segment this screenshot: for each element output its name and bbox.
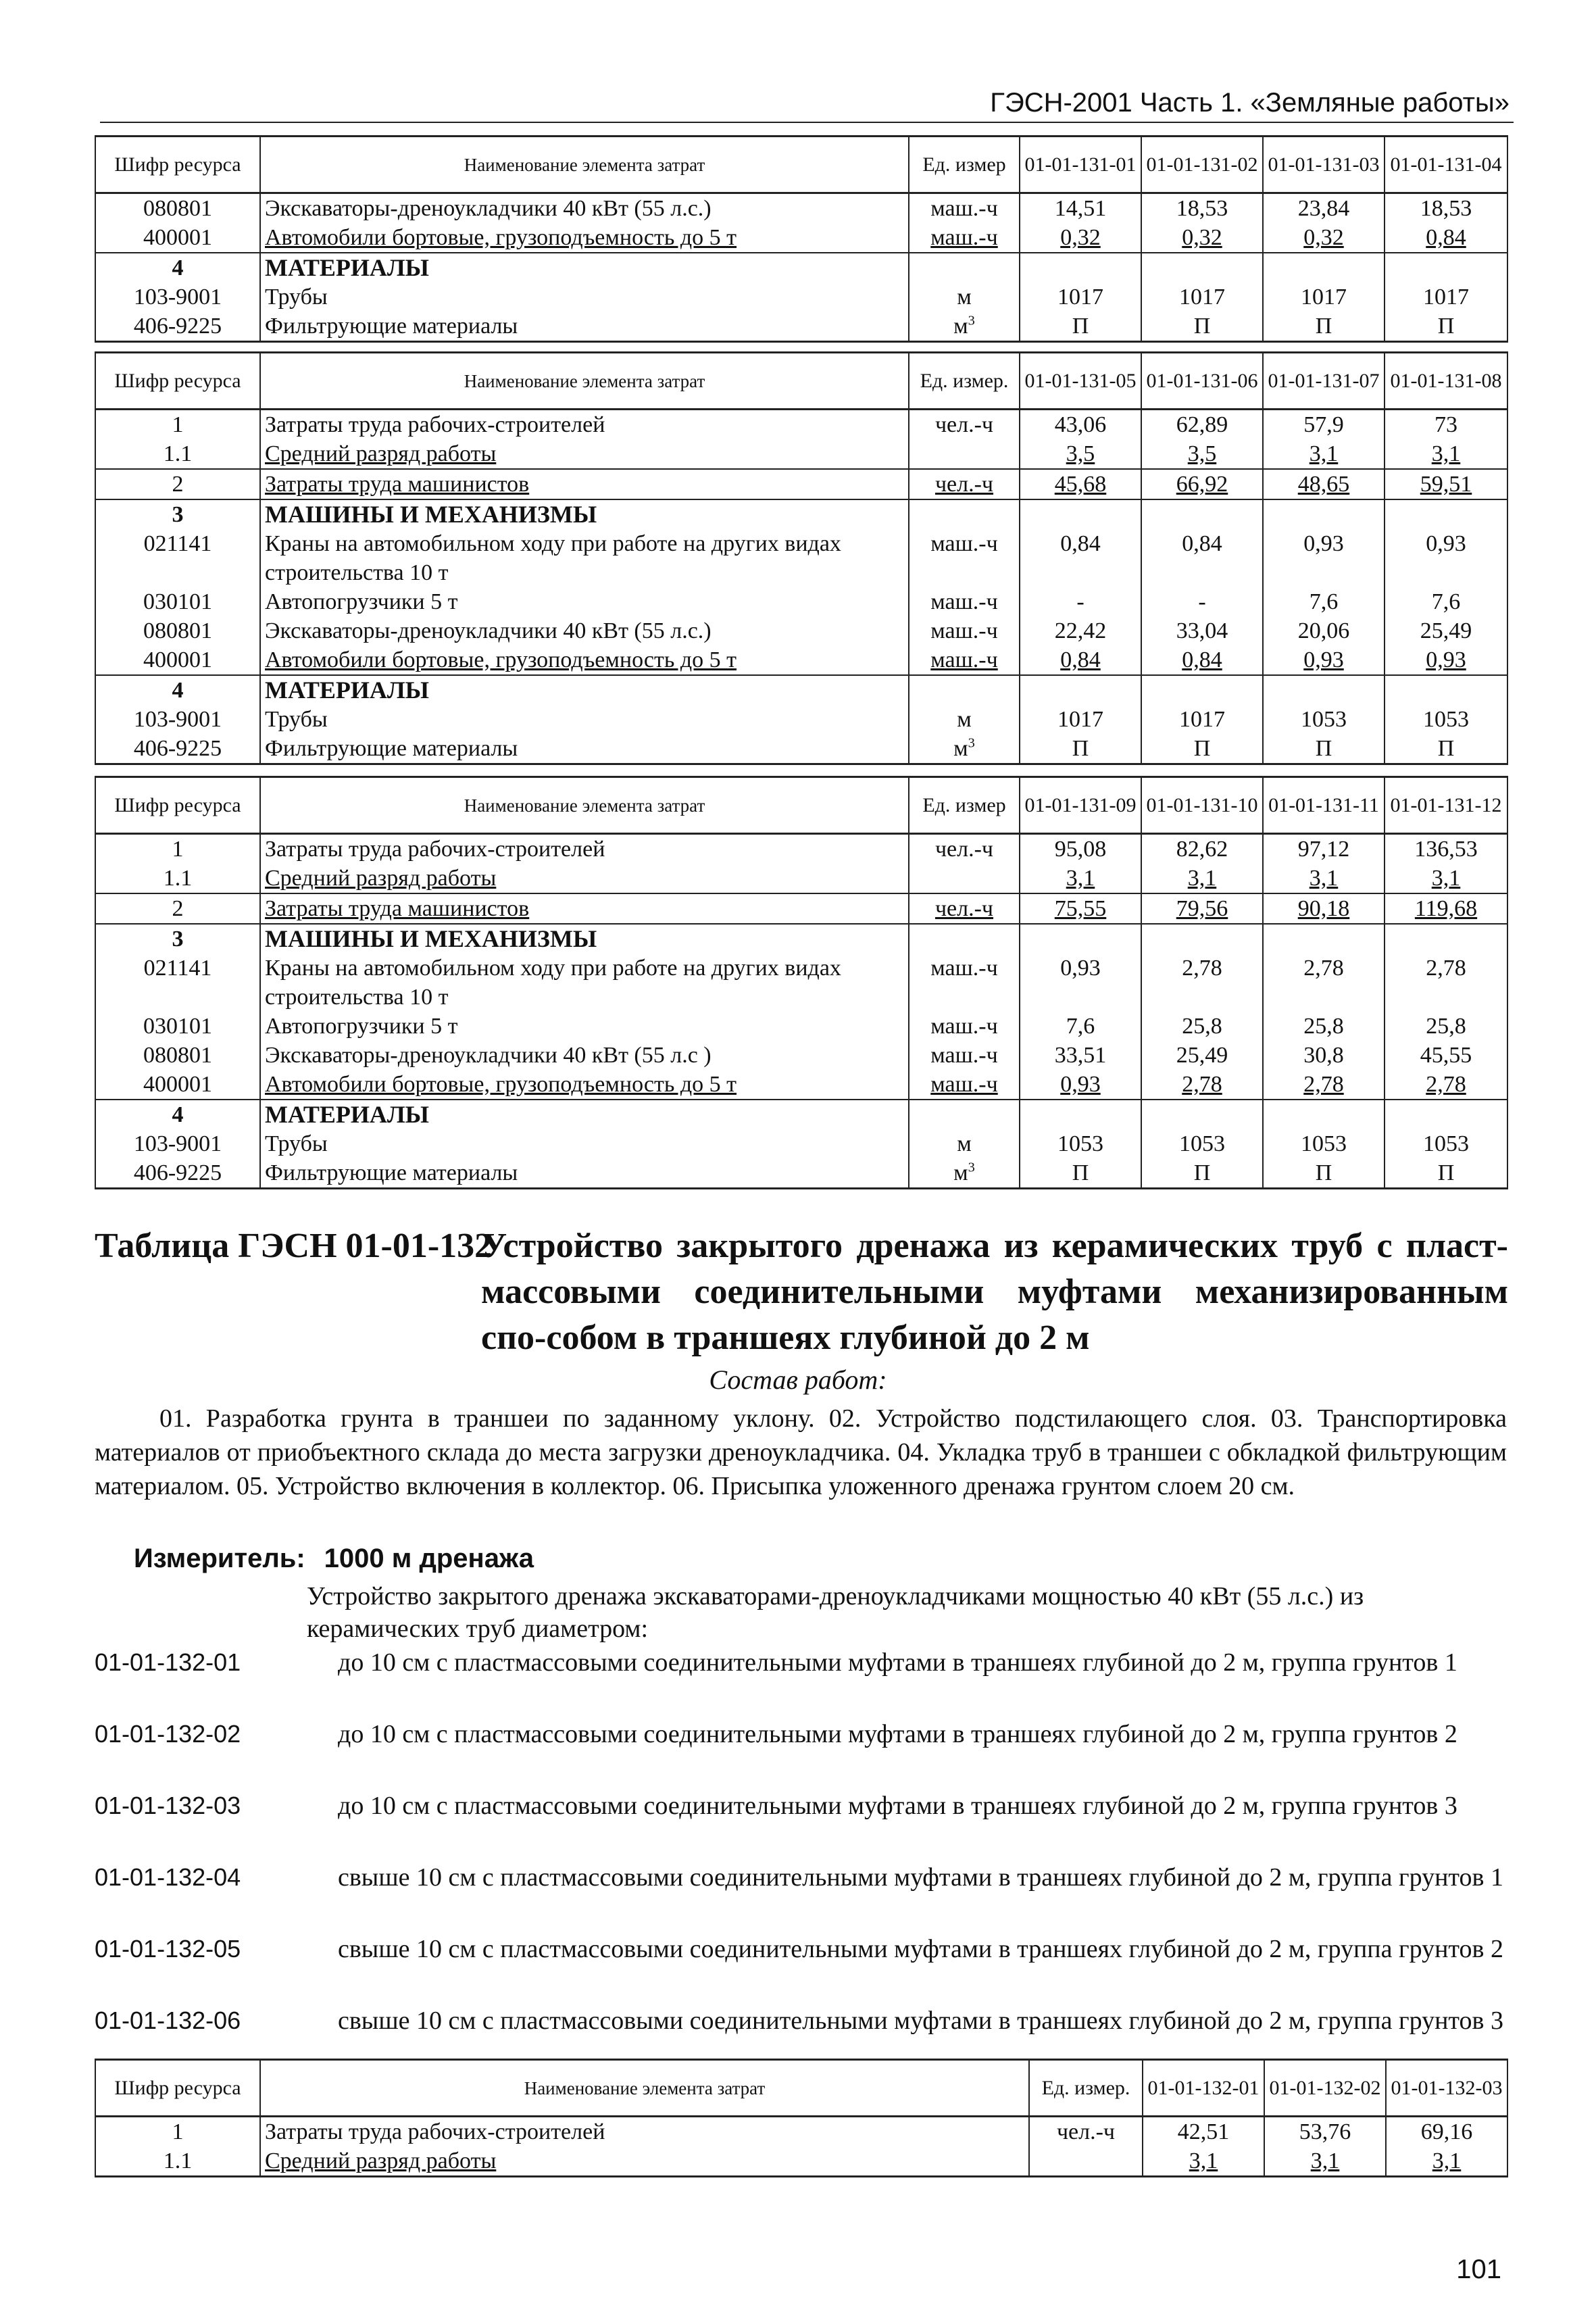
row-unit: $м^3$ [909, 1158, 1020, 1189]
table-row [95, 1129, 1507, 1158]
row-unit: маш.-ч [909, 1012, 1020, 1041]
row-name: Средний разряд работы [260, 864, 909, 893]
row-value: 30,8 [1263, 1041, 1385, 1070]
row-value: 7,6 [1385, 587, 1507, 616]
row-value: П [1385, 312, 1507, 342]
row-code: 406-9225 [95, 312, 260, 342]
row-code: 400001 [95, 1070, 260, 1100]
variant-desc: до 10 см с пластмассовыми соединительными муфтами в траншеях глубиной до 2 м, группа грунтов 1 [338, 1648, 1457, 1677]
row-code: 030101 [95, 587, 260, 616]
composition-text: 01. Разработка грунта в траншеи по заданному уклону. 02. Устройство подстилающего слоя. 03. Транспортировка материалов от приобъектного склада до места загрузки дреноукладчика. 04. Укладка труб в траншеи с обкладкой фильтрующим материалом. 05. Устройство включения в коллектор. 06. Присыпка уложенного дренажа грунтом слоем 20 см. [95, 1404, 1507, 1500]
row-value: 79,56 [1141, 893, 1263, 924]
table-row [95, 469, 1507, 499]
row-unit: м [909, 282, 1020, 312]
row-name: Затраты труда машинистов [260, 469, 909, 499]
row-unit: чел.-ч [909, 893, 1020, 924]
row-name: Экскаваторы-дреноукладчики 40 кВт (55 л.с.) [260, 616, 909, 645]
row-value: 0,84 [1141, 529, 1263, 587]
table-row [95, 529, 1507, 587]
row-value: П [1385, 734, 1507, 764]
row-value: 75,55 [1020, 893, 1141, 924]
row-value: 3,1 [1020, 864, 1141, 893]
row-value: 66,92 [1141, 469, 1263, 499]
row-code: 406-9225 [95, 734, 260, 764]
row-value: П [1385, 1158, 1507, 1189]
resource-table-2 [95, 351, 1508, 765]
variant-code: 01-01-132-06 [95, 2007, 241, 2034]
row-value: П [1141, 734, 1263, 764]
row-value: П [1020, 312, 1141, 342]
row-unit: маш.-ч [909, 616, 1020, 645]
header-col: 01-01-131-07 [1263, 353, 1385, 410]
header-unit: Ед. измер. [909, 353, 1020, 410]
row-value: 7,6 [1263, 587, 1385, 616]
row-value: 48,65 [1263, 469, 1385, 499]
section-row [95, 253, 1507, 282]
row-value: 136,53 [1385, 834, 1507, 864]
table-label: Таблица ГЭСН 01-01-132 [95, 1227, 493, 1265]
row-code: 2 [95, 469, 260, 499]
row-value: 25,8 [1263, 1012, 1385, 1041]
row-value: 33,51 [1020, 1041, 1141, 1070]
table-row [95, 1012, 1507, 1041]
row-name: Краны на автомобильном ходу при работе на других видах строительства 10 т [260, 529, 909, 587]
header-col: 01-01-131-03 [1263, 137, 1385, 193]
section-title: МАШИНЫ И МЕХАНИЗМЫ [260, 499, 909, 529]
header-code: Шифр ресурса [95, 137, 260, 193]
variant-desc: свыше 10 см с пластмассовыми соединительными муфтами в траншеях глубиной до 2 м, группа грунтов 1 [338, 1863, 1503, 1892]
row-unit: маш.-ч [909, 645, 1020, 675]
row-value: 14,51 [1020, 193, 1141, 224]
row-unit: $м^3$ [909, 734, 1020, 764]
row-code: 021141 [95, 954, 260, 1012]
row-code: 1 [95, 410, 260, 440]
row-value: 0,32 [1020, 223, 1141, 253]
table-row [95, 193, 1507, 224]
header-col: 01-01-131-04 [1385, 137, 1507, 193]
variant-code: 01-01-132-01 [95, 1648, 241, 1676]
row-name: Краны на автомобильном ходу при работе на других видах строительства 10 т [260, 954, 909, 1012]
row-value: 0,84 [1385, 223, 1507, 253]
row-code: 103-9001 [95, 282, 260, 312]
row-code: 103-9001 [95, 705, 260, 734]
row-value: 1017 [1020, 705, 1141, 734]
row-unit: чел.-ч [909, 469, 1020, 499]
header-col: 01-01-131-09 [1020, 777, 1141, 834]
row-code: 1 [95, 2117, 260, 2147]
row-value: П [1263, 312, 1385, 342]
header-col: 01-01-132-03 [1386, 2060, 1507, 2117]
row-code: 400001 [95, 223, 260, 253]
header-col: 01-01-131-05 [1020, 353, 1141, 410]
table-row [95, 439, 1507, 469]
row-value: П [1020, 1158, 1141, 1189]
row-unit [909, 439, 1020, 469]
section-row [95, 1100, 1507, 1129]
row-value: 3,1 [1263, 864, 1385, 893]
row-value: 7,6 [1020, 1012, 1141, 1041]
row-value: 1053 [1385, 705, 1507, 734]
row-value: 62,89 [1141, 410, 1263, 440]
row-code: 021141 [95, 529, 260, 587]
row-value: 119,68 [1385, 893, 1507, 924]
row-name: Затраты труда машинистов [260, 893, 909, 924]
row-value: П [1141, 1158, 1263, 1189]
row-value: 0,84 [1141, 645, 1263, 675]
table-row [95, 864, 1507, 893]
table-row [95, 223, 1507, 253]
row-name: Затраты труда рабочих-строителей [260, 834, 909, 864]
row-value: - [1141, 587, 1263, 616]
row-value: 25,49 [1385, 616, 1507, 645]
row-code: 1.1 [95, 864, 260, 893]
table-row [95, 2117, 1507, 2147]
row-value: 3,1 [1141, 864, 1263, 893]
row-value: 1053 [1263, 705, 1385, 734]
row-value: 3,1 [1264, 2146, 1386, 2177]
variant-desc: до 10 см с пластмассовыми соединительными муфтами в траншеях глубиной до 2 м, группа грунтов 2 [338, 1720, 1457, 1748]
resource-table-3 [95, 776, 1508, 1189]
variant-desc: свыше 10 см с пластмассовыми соединительными муфтами в траншеях глубиной до 2 м, группа грунтов 3 [338, 2007, 1503, 2035]
row-value: 2,78 [1141, 1070, 1263, 1100]
row-name: Автомобили бортовые, грузоподъемность до 5 т [260, 645, 909, 675]
list-item [95, 1933, 1507, 2004]
row-value: 59,51 [1385, 469, 1507, 499]
header-col: 01-01-131-10 [1141, 777, 1263, 834]
row-value: 2,78 [1263, 954, 1385, 1012]
row-value: 97,12 [1263, 834, 1385, 864]
row-value: 3,1 [1263, 439, 1385, 469]
row-name: Средний разряд работы [260, 2146, 1029, 2177]
header-col: 01-01-132-01 [1143, 2060, 1264, 2117]
table-row [95, 312, 1507, 342]
row-unit [1029, 2146, 1143, 2177]
row-value: 1053 [1263, 1129, 1385, 1158]
list-item [95, 1718, 1507, 1790]
row-value: 3,1 [1143, 2146, 1264, 2177]
resource-table-4 [95, 2059, 1508, 2177]
row-value: 18,53 [1385, 193, 1507, 224]
header-name: Наименование элемента затрат [260, 137, 909, 193]
section-title: МАТЕРИАЛЫ [260, 675, 909, 705]
table-row [95, 1158, 1507, 1189]
row-value: 1053 [1141, 1129, 1263, 1158]
list-item [95, 1861, 1507, 1933]
row-code: 2 [95, 893, 260, 924]
measure-line [134, 1544, 534, 1574]
row-value: 0,32 [1141, 223, 1263, 253]
table-row [95, 834, 1507, 864]
variants-intro: Устройство закрытого дренажа экскаваторами-дреноукладчиками мощностью 40 кВт (55 л.с.) из керамических труб диаметром: [307, 1582, 1364, 1643]
section-code: 4 [95, 1100, 260, 1129]
variant-code: 01-01-132-04 [95, 1863, 241, 1891]
row-name: Экскаваторы-дреноукладчики 40 кВт (55 л.с ) [260, 1041, 909, 1070]
header-col: 01-01-132-02 [1264, 2060, 1386, 2117]
row-code: 1.1 [95, 2146, 260, 2177]
row-name: Трубы [260, 282, 909, 312]
row-unit: маш.-ч [909, 193, 1020, 224]
variant-desc: до 10 см с пластмассовыми соединительными муфтами в траншеях глубиной до 2 м, группа грунтов 3 [338, 1792, 1457, 1820]
measure-value: 1000 м дренажа [324, 1544, 534, 1573]
row-name: Трубы [260, 705, 909, 734]
row-value: 95,08 [1020, 834, 1141, 864]
row-code: 080801 [95, 1041, 260, 1070]
row-value: 23,84 [1263, 193, 1385, 224]
row-value: 3,1 [1385, 864, 1507, 893]
row-value: 0,93 [1385, 529, 1507, 587]
header-code: Шифр ресурса [95, 353, 260, 410]
table-row [95, 1070, 1507, 1100]
row-unit: маш.-ч [909, 587, 1020, 616]
row-value: 57,9 [1263, 410, 1385, 440]
resource-table-1 [95, 135, 1508, 343]
variant-code: 01-01-132-03 [95, 1792, 241, 1819]
header-col: 01-01-131-06 [1141, 353, 1263, 410]
row-value: 2,78 [1263, 1070, 1385, 1100]
row-value: П [1141, 312, 1263, 342]
row-name: Фильтрующие материалы [260, 312, 909, 342]
row-value: 0,93 [1263, 645, 1385, 675]
table-row [95, 2146, 1507, 2177]
row-name: Автомобили бортовые, грузоподъемность до 5 т [260, 1070, 909, 1100]
composition-heading: Состав работ: [709, 1364, 887, 1395]
row-value: 25,8 [1385, 1012, 1507, 1041]
running-head-text: ГЭСН-2001 Часть 1. «Земляные работы» [990, 88, 1510, 118]
row-value: 25,49 [1141, 1041, 1263, 1070]
row-code: 103-9001 [95, 1129, 260, 1158]
row-value: 33,04 [1141, 616, 1263, 645]
table-row [95, 893, 1507, 924]
row-value: 82,62 [1141, 834, 1263, 864]
row-name: Автомобили бортовые, грузоподъемность до 5 т [260, 223, 909, 253]
table-row [95, 645, 1507, 675]
row-name: Фильтрующие материалы [260, 1158, 909, 1189]
row-unit [909, 864, 1020, 893]
row-unit: чел.-ч [1029, 2117, 1143, 2147]
row-unit: маш.-ч [909, 1070, 1020, 1100]
table-row [95, 282, 1507, 312]
row-value: 0,84 [1020, 645, 1141, 675]
section-row [95, 675, 1507, 705]
table-row [95, 410, 1507, 440]
row-unit: чел.-ч [909, 410, 1020, 440]
row-code: 030101 [95, 1012, 260, 1041]
section-title: МАТЕРИАЛЫ [260, 1100, 909, 1129]
section-code: 4 [95, 675, 260, 705]
row-value: 1017 [1020, 282, 1141, 312]
row-value: 73 [1385, 410, 1507, 440]
row-value: 3,1 [1386, 2146, 1507, 2177]
row-value: 0,93 [1020, 1070, 1141, 1100]
row-value: 1053 [1385, 1129, 1507, 1158]
row-value: 3,5 [1020, 439, 1141, 469]
measure-label: Измеритель: [134, 1544, 305, 1573]
row-value: 2,78 [1385, 954, 1507, 1012]
header-code: Шифр ресурса [95, 777, 260, 834]
row-value: 1017 [1263, 282, 1385, 312]
header-unit: Ед. измер [909, 137, 1020, 193]
table-row [95, 734, 1507, 764]
row-name: Фильтрующие материалы [260, 734, 909, 764]
header-col: 01-01-131-12 [1385, 777, 1507, 834]
row-code: 1 [95, 834, 260, 864]
row-value: 3,5 [1141, 439, 1263, 469]
row-value: - [1020, 587, 1141, 616]
row-value: 18,53 [1141, 193, 1263, 224]
row-value: 0,93 [1263, 529, 1385, 587]
row-name: Затраты труда рабочих-строителей [260, 410, 909, 440]
table-row [95, 1041, 1507, 1070]
row-value: 0,32 [1263, 223, 1385, 253]
row-name: Автопогрузчики 5 т [260, 1012, 909, 1041]
row-code: 1.1 [95, 439, 260, 469]
header-col: 01-01-131-01 [1020, 137, 1141, 193]
row-value: 3,1 [1385, 439, 1507, 469]
row-value: 20,06 [1263, 616, 1385, 645]
section-code: 4 [95, 253, 260, 282]
variant-code: 01-01-132-02 [95, 1720, 241, 1748]
header-name: Наименование элемента затрат [260, 777, 909, 834]
row-value: 1017 [1141, 705, 1263, 734]
header-col: 01-01-131-08 [1385, 353, 1507, 410]
row-code: 080801 [95, 193, 260, 224]
row-name: Средний разряд работы [260, 439, 909, 469]
row-value: 53,76 [1264, 2117, 1386, 2147]
row-value: 25,8 [1141, 1012, 1263, 1041]
running-head [100, 87, 1514, 123]
row-unit: чел.-ч [909, 834, 1020, 864]
section-row [95, 499, 1507, 529]
row-code: 080801 [95, 616, 260, 645]
row-value: 1053 [1020, 1129, 1141, 1158]
variant-desc: свыше 10 см с пластмассовыми соединительными муфтами в траншеях глубиной до 2 м, группа грунтов 2 [338, 1935, 1503, 1963]
header-col: 01-01-131-11 [1263, 777, 1385, 834]
table-row [95, 705, 1507, 734]
row-unit: маш.-ч [909, 223, 1020, 253]
row-name: Автопогрузчики 5 т [260, 587, 909, 616]
row-unit: $м^3$ [909, 312, 1020, 342]
row-name: Трубы [260, 1129, 909, 1158]
variant-code: 01-01-132-05 [95, 1935, 241, 1963]
row-value: 22,42 [1020, 616, 1141, 645]
row-value: 43,06 [1020, 410, 1141, 440]
header-name: Наименование элемента затрат [260, 2060, 1029, 2117]
list-item [95, 1646, 1507, 1718]
row-value: П [1263, 1158, 1385, 1189]
row-unit: маш.-ч [909, 529, 1020, 587]
row-name: Экскаваторы-дреноукладчики 40 кВт (55 л.с.) [260, 193, 909, 224]
row-value: 0,84 [1020, 529, 1141, 587]
row-value: 0,93 [1385, 645, 1507, 675]
row-value: 90,18 [1263, 893, 1385, 924]
row-value: 1017 [1141, 282, 1263, 312]
row-value: 2,78 [1141, 954, 1263, 1012]
table-title: Устройство закрытого дренажа из керамических труб с пласт-массовыми соединительными муфтами механизированным спо-собом в траншеях глубиной до 2 м [481, 1227, 1508, 1357]
variant-list [95, 1646, 1507, 2076]
section-code: 3 [95, 499, 260, 529]
row-value: 45,68 [1020, 469, 1141, 499]
row-value: 45,55 [1385, 1041, 1507, 1070]
row-value: 42,51 [1143, 2117, 1264, 2147]
section-title: МАТЕРИАЛЫ [260, 253, 909, 282]
row-value: 69,16 [1386, 2117, 1507, 2147]
header-unit: Ед. измер. [1029, 2060, 1143, 2117]
row-code: 400001 [95, 645, 260, 675]
table-row [95, 616, 1507, 645]
row-unit: м [909, 1129, 1020, 1158]
row-value: 1017 [1385, 282, 1507, 312]
row-unit: маш.-ч [909, 1041, 1020, 1070]
list-item [95, 1790, 1507, 1861]
table-row [95, 954, 1507, 1012]
row-value: П [1263, 734, 1385, 764]
row-value: П [1020, 734, 1141, 764]
header-code: Шифр ресурса [95, 2060, 260, 2117]
header-unit: Ед. измер [909, 777, 1020, 834]
header-col: 01-01-131-02 [1141, 137, 1263, 193]
row-unit: маш.-ч [909, 954, 1020, 1012]
section-row [95, 924, 1507, 954]
page-number: 101 [1456, 2255, 1501, 2284]
row-name: Затраты труда рабочих-строителей [260, 2117, 1029, 2147]
section-code: 3 [95, 924, 260, 954]
row-value: 0,93 [1020, 954, 1141, 1012]
section-title: МАШИНЫ И МЕХАНИЗМЫ [260, 924, 909, 954]
header-name: Наименование элемента затрат [260, 353, 909, 410]
row-unit: м [909, 705, 1020, 734]
row-value: 2,78 [1385, 1070, 1507, 1100]
row-code: 406-9225 [95, 1158, 260, 1189]
table-row [95, 587, 1507, 616]
